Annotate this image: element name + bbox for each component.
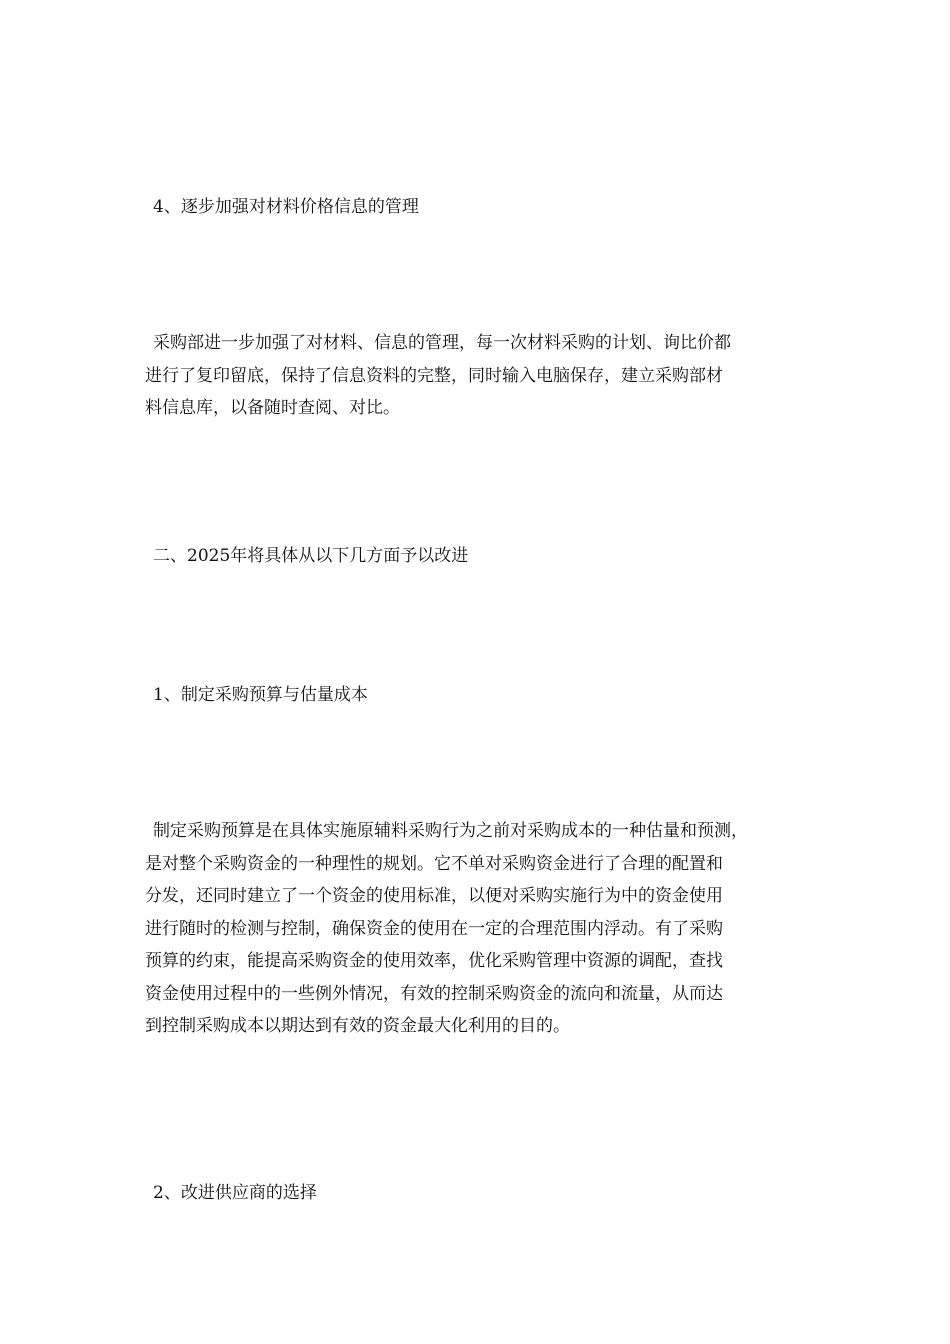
paragraph-line: 进行了复印留底，保持了信息资料的完整，同时输入电脑保存，建立采购部材 <box>145 365 723 386</box>
paragraph-line: 是对整个采购资金的一种理性的规划。它不单对采购资金进行了合理的配置和 <box>145 853 723 874</box>
paragraph-line: 制定采购预算是在具体实施原辅料采购行为之前对采购成本的一种估量和预测， <box>153 821 748 841</box>
paragraph-line: 进行随时的检测与控制，确保资金的使用在一定的合理范围内浮动。有了采购 <box>145 918 723 939</box>
paragraph-line: 预算的约束，能提高采购资金的使用效率，优化采购管理中资源的调配，查找 <box>145 951 723 971</box>
paragraph-line: 资金使用过程中的一些例外情况，有效的控制采购资金的流向和流量，从而达 <box>145 983 723 1004</box>
paragraph-line: 采购部进一步加强了对材料、信息的管理，每一次材料采购的计划、询比价都 <box>153 333 731 353</box>
paragraph-line: 分发，还同时建立了一个资金的使用标准，以便对采购实施行为中的资金使用 <box>145 886 723 906</box>
section-heading-2025-improvements: 二、2025年将具体从以下几方面予以改进 <box>153 546 469 566</box>
section-heading-supplier-selection: 2、改进供应商的选择 <box>153 1183 317 1203</box>
section-heading-purchase-budget: 1、制定采购预算与估量成本 <box>153 685 368 705</box>
paragraph-material-info-management <box>145 327 815 425</box>
section-heading-material-price-info: 4、逐步加强对材料价格信息的管理 <box>153 197 419 217</box>
paragraph-line: 到控制采购成本以期达到有效的资金最大化利用的目的。 <box>145 1016 570 1036</box>
paragraph-purchase-budget <box>145 815 815 1043</box>
paragraph-line: 料信息库，以备随时查阅、对比。 <box>145 398 400 418</box>
